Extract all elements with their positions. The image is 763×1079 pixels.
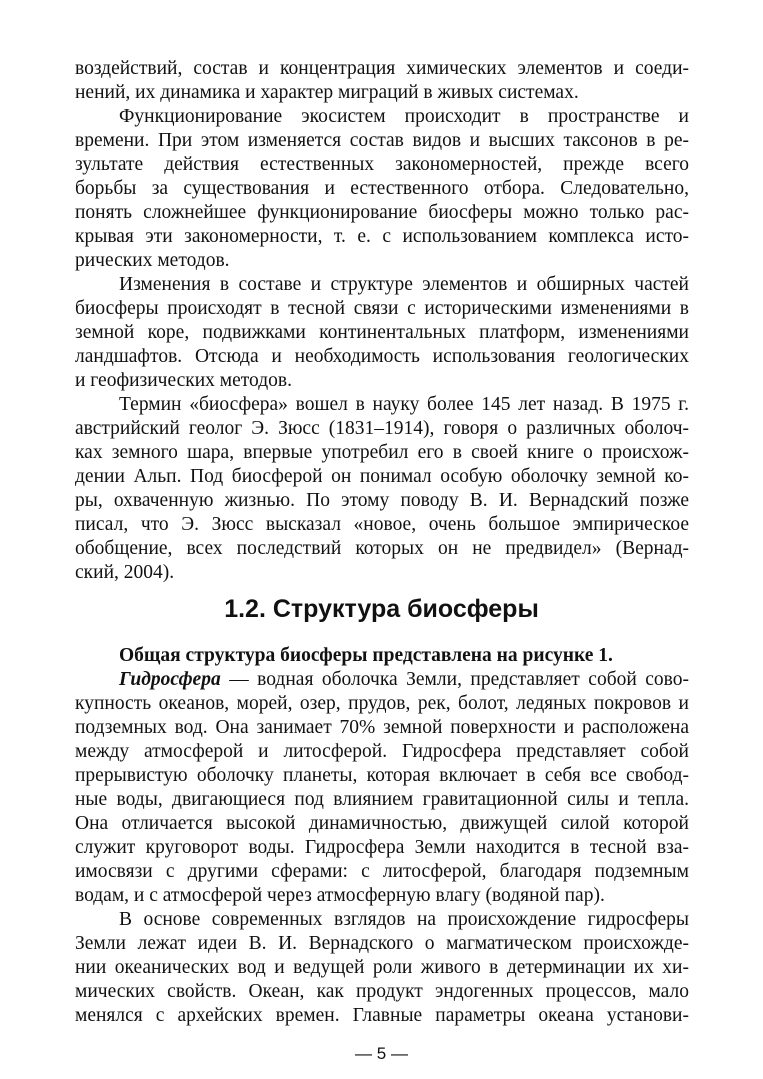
text-line: служит круговорот воды. Гидросфера Земли находится в тесной вза-: [75, 837, 689, 858]
paragraph-first-line: В основе современных взглядов на происхождение гидросферы: [119, 909, 689, 930]
page-number: — 5 —: [355, 1044, 408, 1063]
text-line: Она отличается высокой динамичностью, движущей силой которой: [75, 813, 689, 834]
text-span: — водная оболочка Земли, представляет собой сово-: [220, 669, 689, 690]
text-line: воздействий, состав и концентрация химических элементов и соеди-: [75, 58, 689, 79]
paragraph-first-line: [119, 668, 689, 692]
text-line: биосферы происходят в тесной связи с историческими изменениями в: [75, 298, 689, 319]
text-line: между атмосферой и литосферой. Гидросфера представляет собой: [75, 741, 689, 762]
bold-lead-line: Общая структура биосферы представлена на рисунке 1.: [119, 645, 613, 666]
section-heading: 1.2. Структура биосферы: [224, 595, 539, 623]
text-line: обобщение, всех последствий которых он не предвидел» (Вернад-: [75, 538, 689, 559]
text-line: зультате действия естественных закономерностей, прежде всего: [75, 154, 689, 175]
text-line: ры, охваченную жизнью. По этому поводу В. И. Вернадский позже: [75, 490, 689, 511]
text-line: писал, что Э. Зюсс высказал «новое, очень большое эмпирическое: [75, 514, 689, 535]
text-line: времени. При этом изменяется состав видов и высших таксонов в ре-: [75, 130, 689, 151]
text-line: нений, их динамика и характер миграций в живых системах.: [75, 82, 579, 103]
text-line: ский, 2004).: [75, 562, 175, 583]
paragraph-first-line: Функционирование экосистем происходит в пространстве и: [119, 106, 689, 127]
text-line: купность океанов, морей, озер, прудов, рек, болот, ледяных покровов и: [75, 693, 689, 714]
text-line: австрийский геолог Э. Зюсс (1831–1914), говоря о различных оболоч-: [75, 418, 689, 439]
text-line: ные воды, двигающиеся под влиянием гравитационной силы и тепла.: [75, 789, 689, 810]
text-line: менялся с архейских времен. Главные параметры океана установи-: [75, 1005, 689, 1026]
text-line: нии океанических вод и ведущей роли живого в детерминации их хи-: [75, 957, 689, 978]
text-line: ландшафтов. Отсюда и необходимость использования геологических: [75, 346, 689, 367]
text-line: земной коре, подвижками континентальных платформ, изменениями: [75, 322, 689, 343]
text-line: ках земного шара, впервые употребил его в своей книге о происхож-: [75, 442, 689, 463]
text-line: понять сложнейшее функционирование биосферы можно только рас-: [75, 202, 689, 223]
text-line: прерывистую оболочку планеты, которая включает в себя все свобод-: [75, 765, 689, 786]
text-line: рических методов.: [75, 250, 230, 271]
term-hydrosphere: Гидросфера: [119, 669, 221, 690]
text-line: мических свойств. Океан, как продукт эндогенных процессов, мало: [75, 981, 689, 1002]
text-line: дении Альп. Под биосферой он понимал особую оболочку земной ко-: [75, 466, 689, 487]
text-line: Земли лежат идеи В. И. Вернадского о магматическом происхожде-: [75, 933, 689, 954]
paragraph-first-line: Термин «биосфера» вошел в науку более 145 лет назад. В 1975 г.: [119, 394, 689, 415]
text-line: крывая эти закономерности, т. е. с использованием комплекса исто-: [75, 226, 689, 247]
text-line: подземных вод. Она занимает 70% земной поверхности и расположена: [75, 717, 689, 738]
text-line: борьбы за существования и естественного отбора. Следовательно,: [75, 178, 689, 199]
text-line: и геофизических методов.: [75, 370, 293, 391]
text-line: имосвязи с другими сферами: с литосферой, благодаря подземным: [75, 861, 689, 882]
text-line: водам, и с атмосферой через атмосферную влагу (водяной пар).: [75, 885, 605, 906]
paragraph-first-line: Изменения в составе и структуре элементов и обширных частей: [119, 274, 689, 295]
